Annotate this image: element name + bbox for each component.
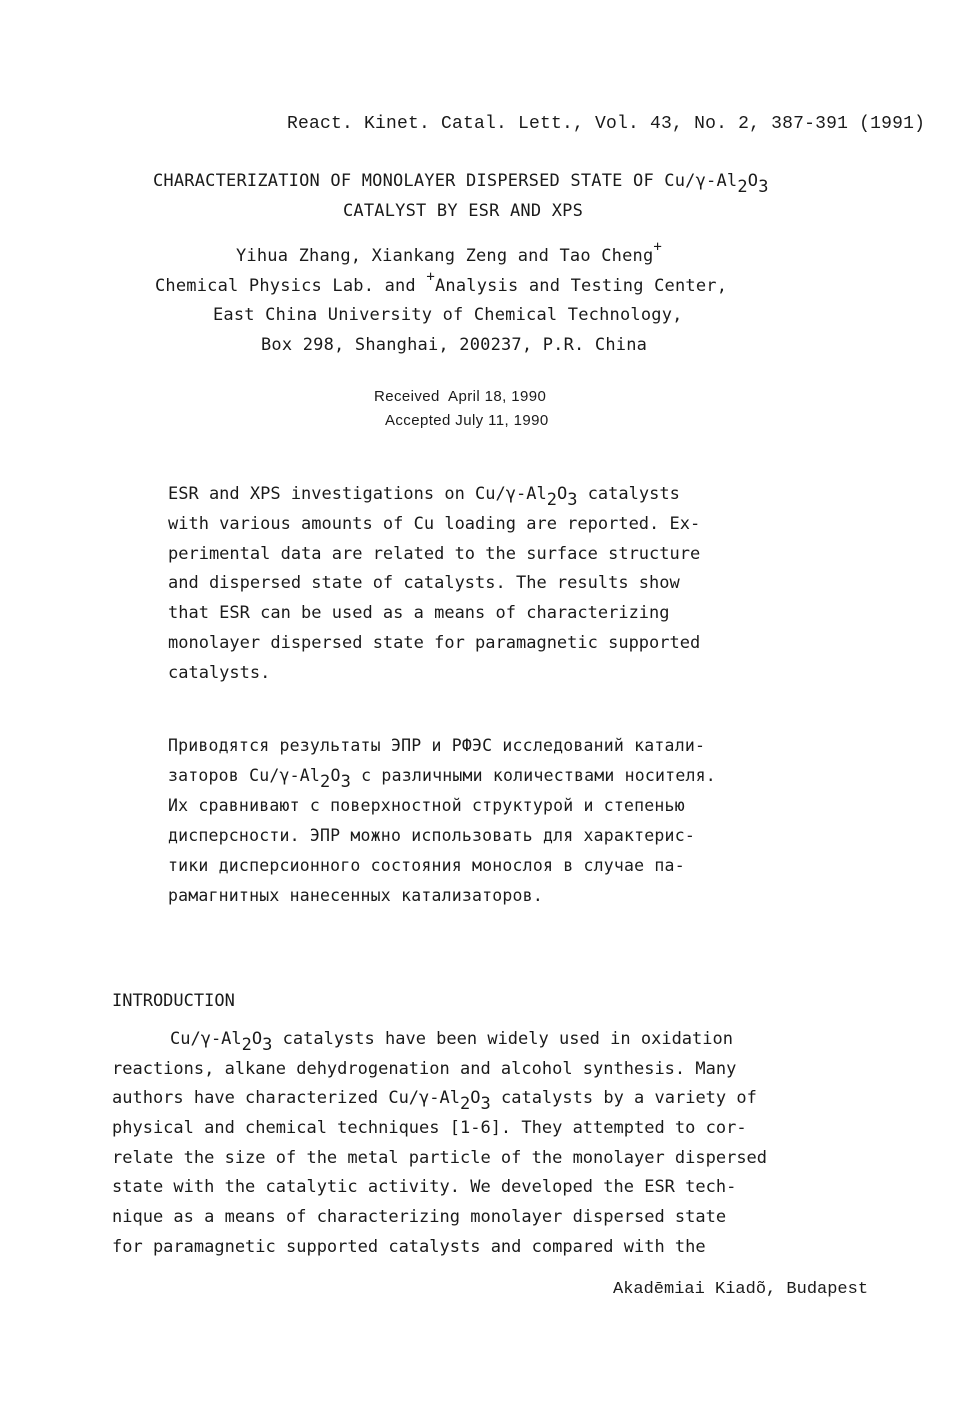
russian-abstract-line: дисперсности. ЭПР можно использовать для характерис- (168, 826, 695, 845)
affiliation-line-3: Box 298, Shanghai, 200237, P.R. China (261, 335, 648, 355)
abstract-line: that ESR can be used as a means of characterizing (168, 603, 670, 624)
russian-abstract-subscript: 2 (320, 772, 331, 792)
abstract-russian (168, 734, 828, 914)
abstract-text: ESR and XPS investigations on Cu/γ-Al (168, 484, 547, 504)
introduction-line: physical and chemical techniques [1-6]. They attempted to cor- (112, 1118, 747, 1139)
abstract-text: O (556, 484, 568, 504)
abstract-line: monolayer dispersed state for paramagnetic supported (168, 632, 701, 653)
introduction-line: nique as a means of characterizing monolayer dispersed state (112, 1207, 727, 1228)
russian-abstract-text: с различными количествами носителя. (351, 766, 716, 785)
affiliation-line-2: East China University of Chemical Technology, (213, 305, 683, 325)
journal-reference: React. Kinet. Catal. Lett., Vol. 43, No. 2, 387-391 (1991) (287, 114, 926, 134)
introduction-text: catalysts by a variety of (490, 1088, 757, 1109)
title-subscript: 2 (737, 177, 748, 197)
russian-abstract-line: рамагнитных нанесенных катализаторов. (168, 886, 543, 905)
introduction-subscript: 2 (241, 1035, 252, 1055)
introduction-line (112, 1027, 872, 1057)
accepted-date: Accepted July 11, 1990 (385, 412, 549, 429)
introduction-line: for paramagnetic supported catalysts and compared with the (112, 1236, 706, 1257)
introduction-line: relate the size of the metal particle of the monolayer dispersed (112, 1147, 768, 1168)
introduction-subscript: 3 (480, 1094, 491, 1115)
abstract-subscript: 2 (546, 490, 557, 510)
title-text: O (747, 171, 759, 191)
abstract-line: with various amounts of Cu loading are reported. Ex- (168, 513, 701, 534)
introduction-body (112, 1027, 872, 1265)
title-line-1 (153, 171, 769, 197)
author-names-text: Yihua Zhang, Xiankang Zeng and Tao Cheng (236, 246, 654, 266)
affiliation-line-1 (155, 269, 728, 296)
introduction-subscript: 3 (262, 1035, 273, 1055)
affiliation-text: Analysis and Testing Center, (434, 276, 728, 296)
introduction-subscript: 2 (460, 1094, 471, 1115)
abstract-line: perimental data are related to the surface structure (168, 543, 701, 564)
abstract-english (168, 482, 828, 691)
title-text: CHARACTERIZATION OF MONOLAYER DISPERSED STATE OF Cu/γ-Al (153, 171, 738, 191)
introduction-line: state with the catalytic activity. We developed the ESR tech- (112, 1177, 737, 1198)
russian-abstract-text: O (330, 766, 341, 785)
abstract-text: catalysts (577, 484, 680, 504)
introduction-text: O (470, 1088, 481, 1109)
russian-abstract-subscript: 3 (340, 772, 352, 792)
section-heading-introduction: INTRODUCTION (112, 991, 235, 1011)
affiliation-text: Chemical Physics Lab. and (155, 276, 427, 296)
abstract-subscript: 3 (567, 490, 578, 510)
introduction-text: catalysts have been widely used in oxidation (272, 1029, 733, 1049)
introduction-text: Cu/γ-Al (170, 1029, 242, 1049)
received-date: Received April 18, 1990 (374, 388, 547, 405)
russian-abstract-text: заторов Cu/γ-Al (168, 766, 321, 785)
author-names (236, 239, 663, 266)
russian-abstract-line: тики дисперсионного состояния монослоя в случае па- (168, 856, 685, 875)
introduction-text: O (251, 1029, 263, 1049)
russian-abstract-line: Приводятся результаты ЭПР и РФЭС исследований катали- (168, 736, 706, 755)
title-line-2: CATALYST BY ESR AND XPS (343, 201, 584, 221)
title-subscript: 3 (758, 177, 769, 197)
publisher-imprint: Akadēmiai Kiadõ, Budapest (613, 1280, 869, 1299)
affiliation-mark: + (653, 239, 663, 255)
abstract-line: catalysts. (168, 662, 271, 683)
introduction-line (112, 1086, 872, 1116)
russian-abstract-line (168, 764, 828, 794)
introduction-text: authors have characterized Cu/γ-Al (112, 1088, 460, 1109)
introduction-line: reactions, alkane dehydrogenation and alcohol synthesis. Many (112, 1058, 737, 1079)
russian-abstract-line: Их сравнивают с поверхностной структурой и степенью (168, 796, 685, 815)
affiliation-mark: + (426, 269, 435, 285)
abstract-line (168, 482, 828, 512)
abstract-line: and dispersed state of catalysts. The results show (168, 573, 680, 594)
